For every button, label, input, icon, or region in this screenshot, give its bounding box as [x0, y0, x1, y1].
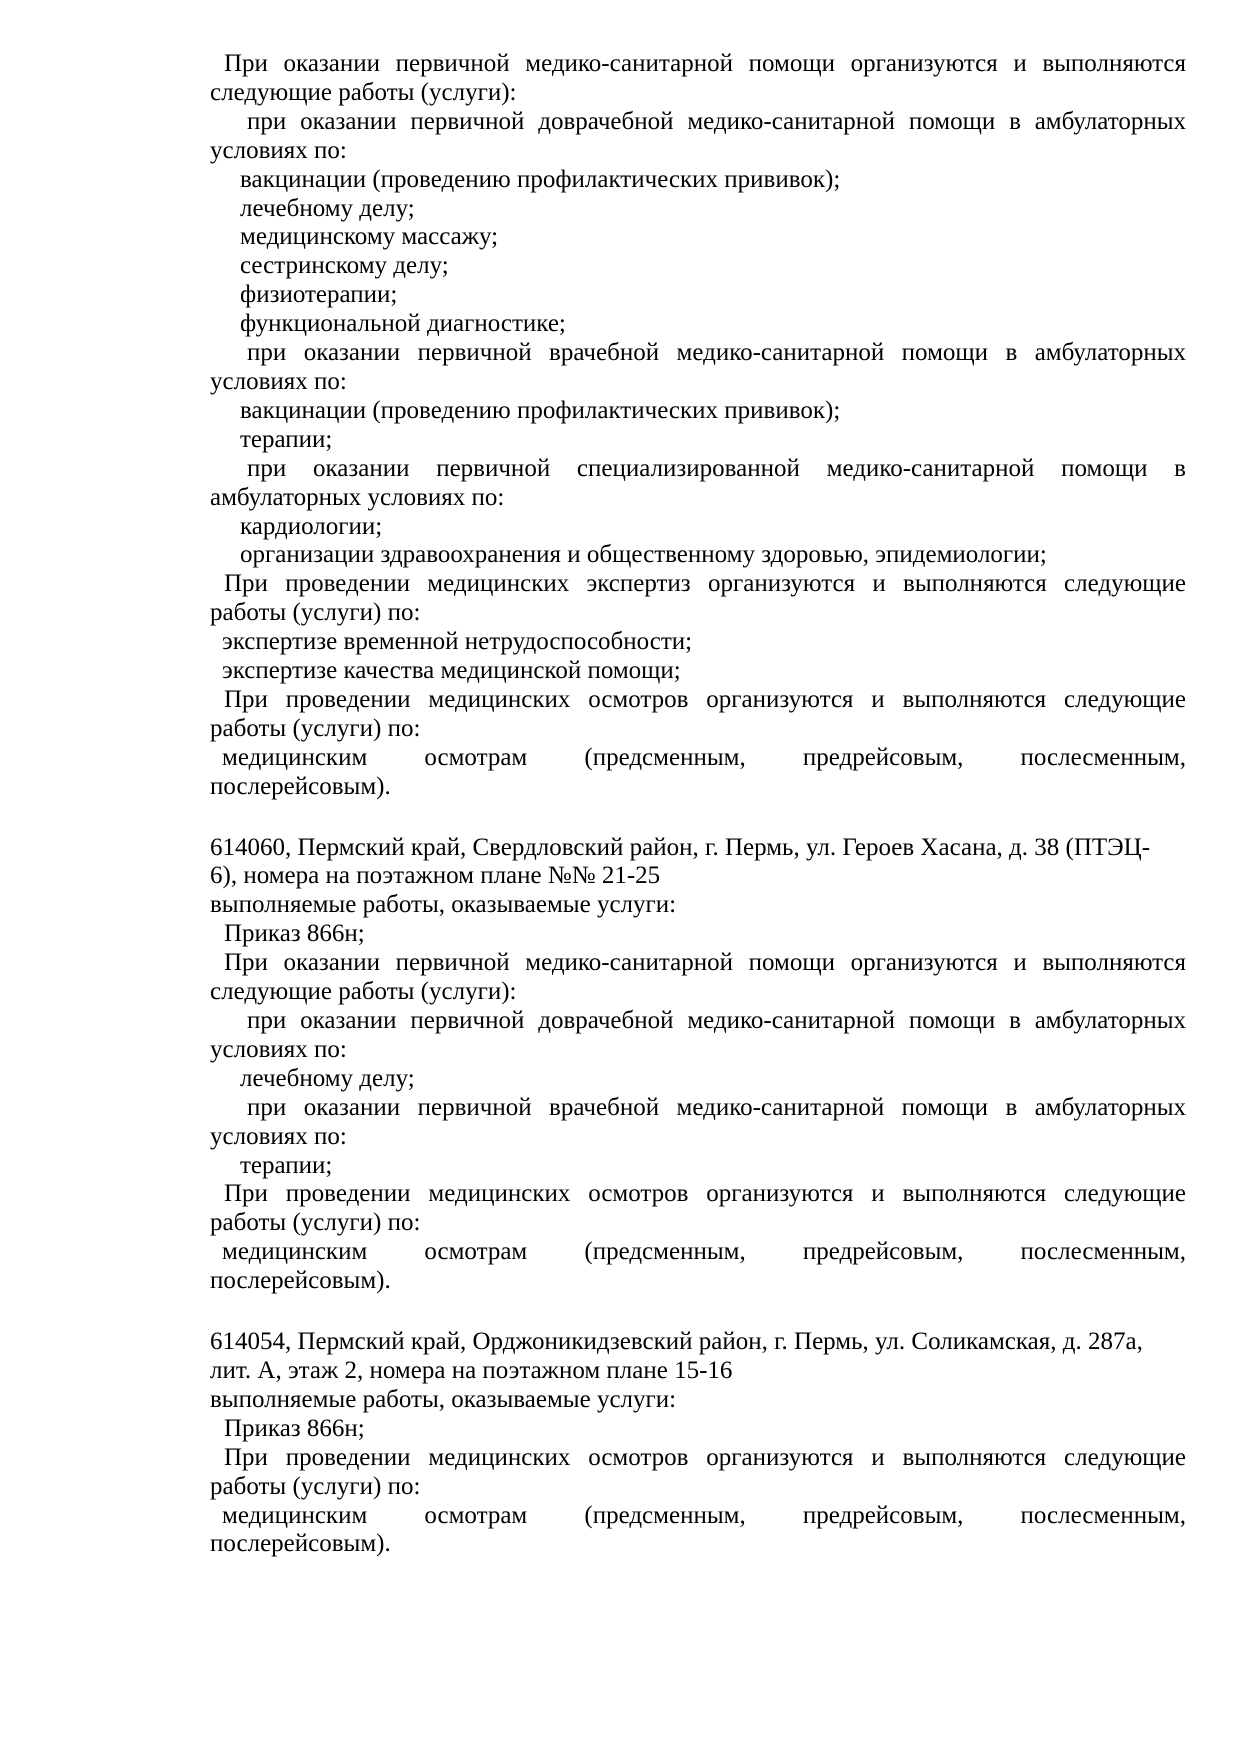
paragraph [210, 744, 1186, 802]
text-line: 614060, Пермский край, Свердловский район, г. Пермь, ул. Героев Хасана, д. 38 (ПТЭЦ- [210, 833, 1151, 861]
text-line: медицинскому массажу; [240, 223, 499, 251]
text-line: работы (услуги) по: [210, 1209, 421, 1237]
text-line: следующие работы (услуги): [210, 78, 517, 106]
paragraph [210, 541, 1186, 570]
text-line: при оказании первичной специализированной медико-санитарной помощи в [247, 454, 1186, 482]
text-line: при оказании первичной врачебной медико-санитарной помощи в амбулаторных [247, 1093, 1186, 1121]
text-line: вакцинации (проведению профилактических прививок); [240, 165, 841, 193]
paragraph [210, 570, 1186, 628]
section-address-614060 [210, 834, 1186, 1297]
text-line: условиях по: [210, 367, 347, 395]
text-line: условиях по: [210, 136, 347, 164]
paragraph [210, 1415, 1186, 1444]
paragraph [210, 1065, 1186, 1094]
text-line: экспертизе качества медицинской помощи; [222, 657, 681, 685]
text-line: терапии; [240, 1151, 333, 1179]
text-line: работы (услуги) по: [210, 599, 421, 627]
text-line: Приказ 866н; [224, 920, 365, 948]
text-line: лит. А, этаж 2, номера на поэтажном плане 15-16 [210, 1356, 733, 1384]
text-line: послерейсовым). [210, 1530, 391, 1558]
paragraph [210, 223, 1186, 252]
text-line: При проведении медицинских осмотров организуются и выполняются следующие [224, 1443, 1186, 1471]
paragraph [210, 50, 1186, 108]
text-line: условиях по: [210, 1122, 347, 1150]
paragraph [210, 657, 1186, 686]
text-line: сестринскому делу; [240, 252, 449, 280]
paragraph [210, 426, 1186, 455]
paragraph [210, 1094, 1186, 1152]
text-line: при оказании первичной врачебной медико-санитарной помощи в амбулаторных [247, 339, 1186, 367]
paragraph [210, 1502, 1186, 1560]
text-line: 614054, Пермский край, Орджоникидзевский район, г. Пермь, ул. Соликамская, д. 287а, [210, 1328, 1143, 1356]
paragraph [210, 920, 1186, 949]
text-line: кардиологии; [240, 512, 383, 540]
paragraph [210, 891, 1186, 920]
section-license-services [210, 50, 1186, 802]
paragraph [210, 195, 1186, 224]
text-line: При проведении медицинских осмотров организуются и выполняются следующие [224, 1180, 1186, 1208]
paragraph [210, 339, 1186, 397]
paragraph [210, 1328, 1186, 1386]
paragraph [210, 513, 1186, 542]
paragraph [210, 1238, 1186, 1296]
text-line: терапии; [240, 425, 333, 453]
text-line: послерейсовым). [210, 1267, 391, 1295]
text-line: функциональной диагностике; [240, 310, 566, 338]
paragraph [210, 252, 1186, 281]
paragraph [210, 686, 1186, 744]
text-line: амбулаторных условиях по: [210, 483, 505, 511]
paragraph [210, 166, 1186, 195]
text-line: При проведении медицинских осмотров организуются и выполняются следующие [224, 685, 1186, 713]
text-line: при оказании первичной доврачебной медико-санитарной помощи в амбулаторных [247, 1007, 1186, 1034]
text-line: медицинским осмотрам (предсменным, предрейсовым, послесменным, [222, 1501, 1186, 1529]
text-line: экспертизе временной нетрудоспособности; [222, 628, 693, 656]
paragraph [210, 455, 1186, 513]
text-line: медицинским осмотрам (предсменным, предрейсовым, послесменным, [222, 1238, 1186, 1266]
paragraph [210, 834, 1186, 892]
text-line: лечебному делу; [240, 194, 415, 222]
paragraph [210, 397, 1186, 426]
text-line: медицинским осмотрам (предсменным, предрейсовым, послесменным, [222, 743, 1186, 771]
paragraph [210, 108, 1186, 166]
text-line: При оказании первичной медико-санитарной помощи организуются и выполняются [224, 949, 1186, 977]
text-line: вакцинации (проведению профилактических прививок); [240, 396, 841, 424]
text-line: лечебному делу; [240, 1064, 415, 1092]
text-line: организации здравоохранения и общественному здоровью, эпидемиологии; [240, 541, 1047, 569]
text-line: При оказании первичной медико-санитарной помощи организуются и выполняются [224, 50, 1186, 77]
paragraph [210, 1386, 1186, 1415]
text-line: при оказании первичной доврачебной медико-санитарной помощи в амбулаторных [247, 107, 1186, 135]
text-line: Приказ 866н; [224, 1414, 365, 1442]
paragraph [210, 310, 1186, 339]
paragraph [210, 1180, 1186, 1238]
document-body [210, 50, 1186, 1591]
text-line: выполняемые работы, оказываемые услуги: [210, 1385, 677, 1413]
text-line: условиях по: [210, 1035, 347, 1063]
paragraph [210, 281, 1186, 310]
text-line: 6), номера на поэтажном плане №№ 21-25 [210, 862, 661, 890]
text-line: При проведении медицинских экспертиз организуются и выполняются следующие [224, 570, 1186, 598]
text-line: работы (услуги) по: [210, 1472, 421, 1500]
text-line: работы (услуги) по: [210, 714, 421, 742]
text-line: физиотерапии; [240, 281, 398, 309]
paragraph [210, 1007, 1186, 1065]
paragraph [210, 1152, 1186, 1181]
paragraph [210, 1444, 1186, 1502]
section-address-614054 [210, 1328, 1186, 1559]
text-line: следующие работы (услуги): [210, 978, 517, 1006]
paragraph [210, 949, 1186, 1007]
text-line: выполняемые работы, оказываемые услуги: [210, 891, 677, 919]
paragraph [210, 628, 1186, 657]
text-line: послерейсовым). [210, 772, 391, 800]
